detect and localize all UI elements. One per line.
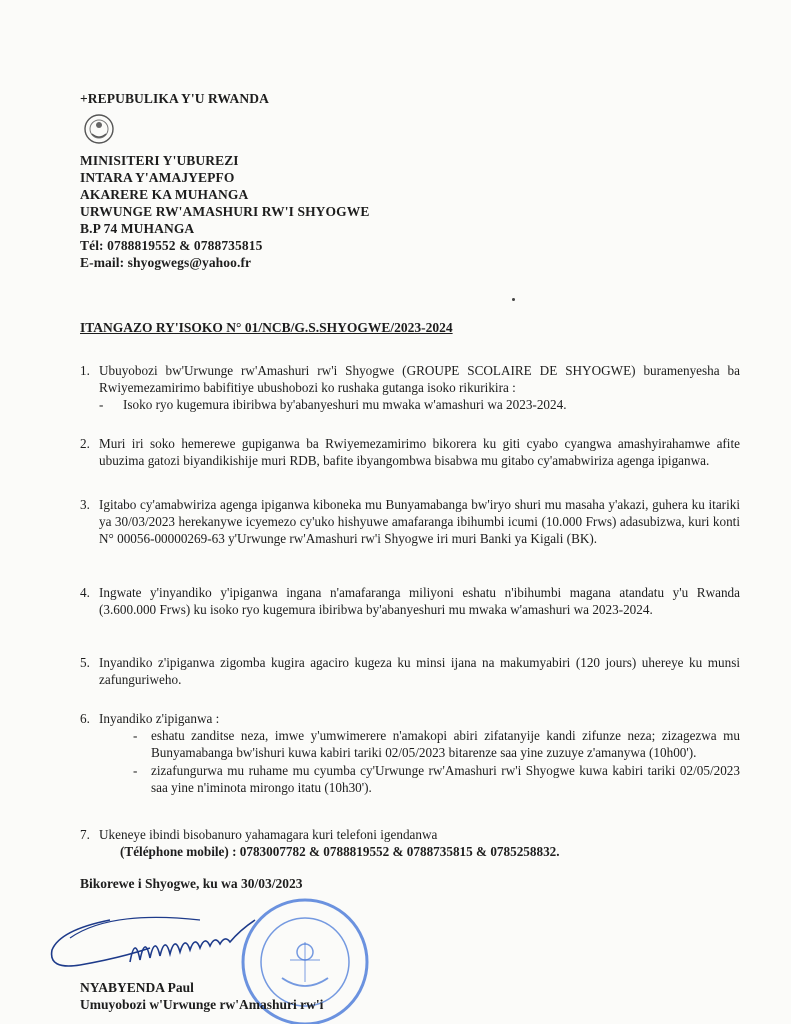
item-3 xyxy=(80,496,740,548)
school-line: URWUNGE RW'AMASHURI RW'I SHYOGWE xyxy=(80,204,370,219)
item-subpoint: - Isoko ryo kugemura ibiribwa by'abanyeshuri mu mwaka w'amashuri wa 2023-2024. xyxy=(99,397,567,413)
item-2 xyxy=(80,435,740,469)
item-4 xyxy=(80,584,740,618)
item-subpoint-text: zizafungurwa mu ruhame mu cyumba cy'Urwunge rw'Amashuri rw'i Shyogwe kuwa kabiri tariki 02/05/2023 saa yine n'iminota mirongo itatu (10h30'). xyxy=(151,762,740,795)
province-line: INTARA Y'AMAJYEPFO xyxy=(80,170,235,185)
item-5 xyxy=(80,654,740,688)
item-6 xyxy=(80,710,740,796)
republic-heading: +REPUBULIKA Y'U RWANDA xyxy=(80,91,269,106)
email-line: E-mail: shyogwegs@yahoo.fr xyxy=(80,255,252,270)
rwanda-emblem-icon xyxy=(82,112,116,146)
item-text: Inyandiko z'ipiganwa zigomba kugira agaciro kugeza ku minsi ijana na makumyabiri (120 jours) uhereye ku munsi zafunguriweho. xyxy=(99,655,740,688)
signatory-role: Umuyobozi w'Urwunge rw'Amashuri rw'i xyxy=(80,997,324,1012)
ministry-line: MINISITERI Y'UBUREZI xyxy=(80,153,239,168)
telephone-line: Tél: 0788819552 & 0788735815 xyxy=(80,238,263,253)
item-number: 5. xyxy=(80,655,90,670)
item-number: 1. xyxy=(80,363,90,378)
announcement-title: ITANGAZO RY'ISOKO N° 01/NCB/G.S.SHYOGWE/2023-2024 xyxy=(80,320,453,335)
item-number: 7. xyxy=(80,827,90,842)
item-subpoint: - zizafungurwa mu ruhame mu cyumba cy'Urwunge rw'Amashuri rw'i Shyogwe kuwa kabiri tariki 02/05/2023 saa yine n'iminota mirongo itatu (10h30'). xyxy=(133,762,740,795)
signatory-name: NYABYENDA Paul xyxy=(80,980,194,995)
item-subpoint-text: eshatu zanditse neza, imwe y'umwimerere n'amakopi abiri zifatanyije kandi zifunze neza; zizagezwa mu Bunyamabanga bw'ishuri kuwa kabiri tariki 02/05/2023 bitarenze saa yine zuzuye z'amanywa (10h00'). xyxy=(151,728,740,761)
item-text: Ubuyobozi bw'Urwunge rw'Amashuri rw'i Shyogwe (GROUPE SCOLAIRE DE SHYOGWE) buramenyesha ba Rwiyemezamirimo babifitiye ubushobozi ko rushaka gutanga isoko rikurikira : xyxy=(99,363,740,396)
item-subpoint: - eshatu zanditse neza, imwe y'umwimerere n'amakopi abiri zifatanyije kandi zifunze neza; zizagezwa mu Bunyamabanga bw'ishuri kuwa kabiri tariki 02/05/2023 bitarenze saa yine zuzuye z'amanywa (10h00'). xyxy=(133,728,740,761)
item-7 xyxy=(80,826,740,860)
item-text: Ukeneye ibindi bisobanuro yahamagara kuri telefoni igendanwa xyxy=(99,827,438,842)
district-line: AKARERE KA MUHANGA xyxy=(80,187,249,202)
phone-numbers: (Téléphone mobile) : 0783007782 & 0788819552 & 0788735815 & 0785258832. xyxy=(120,844,560,860)
item-text: Inyandiko z'ipiganwa : xyxy=(99,711,220,726)
item-number: 2. xyxy=(80,436,90,451)
item-text: Igitabo cy'amabwiriza agenga ipiganwa kiboneka mu Bunyamabanga bw'iryo shuri mu masaha y'akazi, guhera ku itariki ya 30/03/2023 herekanywe icyemezo cy'uko hishyuwe amafaranga ibihumbi icumi (10.000 Frws) adasubizwa, kuri konti N° 00056-00000269-63 y'Urwunge rw'Amashuri rw'i Shyogwe iri muri Banki ya Kigali (BK). xyxy=(99,497,740,547)
item-number: 4. xyxy=(80,585,90,600)
scan-speck xyxy=(512,298,515,301)
item-text: Ingwate y'inyandiko y'ipiganwa ingana n'amafaranga miliyoni eshatu n'ibihumbi magana atandatu y'u Rwanda (3.600.000 Frws) ku isoko ryo kugemura ibiribwa by'abanyeshuri mu mwaka w'amashuri wa 2023-2024. xyxy=(99,585,740,618)
item-number: 6. xyxy=(80,711,90,726)
item-number: 3. xyxy=(80,497,90,512)
item-subpoint-text: Isoko ryo kugemura ibiribwa by'abanyeshuri mu mwaka w'amashuri wa 2023-2024. xyxy=(123,397,567,413)
item-text: Muri iri soko hemerewe gupiganwa ba Rwiyemezamirimo bikorera ku giti cyabo cyangwa amashyirahamwe afite ubuzima gatozi biyandikishije muri RDB, bafite ibyangombwa bisabwa mu gitabo cy'amabwiriza agenga ipiganwa. xyxy=(99,436,740,469)
place-date: Bikorewe i Shyogwe, ku wa 30/03/2023 xyxy=(80,876,303,891)
po-box-line: B.P 74 MUHANGA xyxy=(80,221,195,236)
item-1 xyxy=(80,362,740,414)
